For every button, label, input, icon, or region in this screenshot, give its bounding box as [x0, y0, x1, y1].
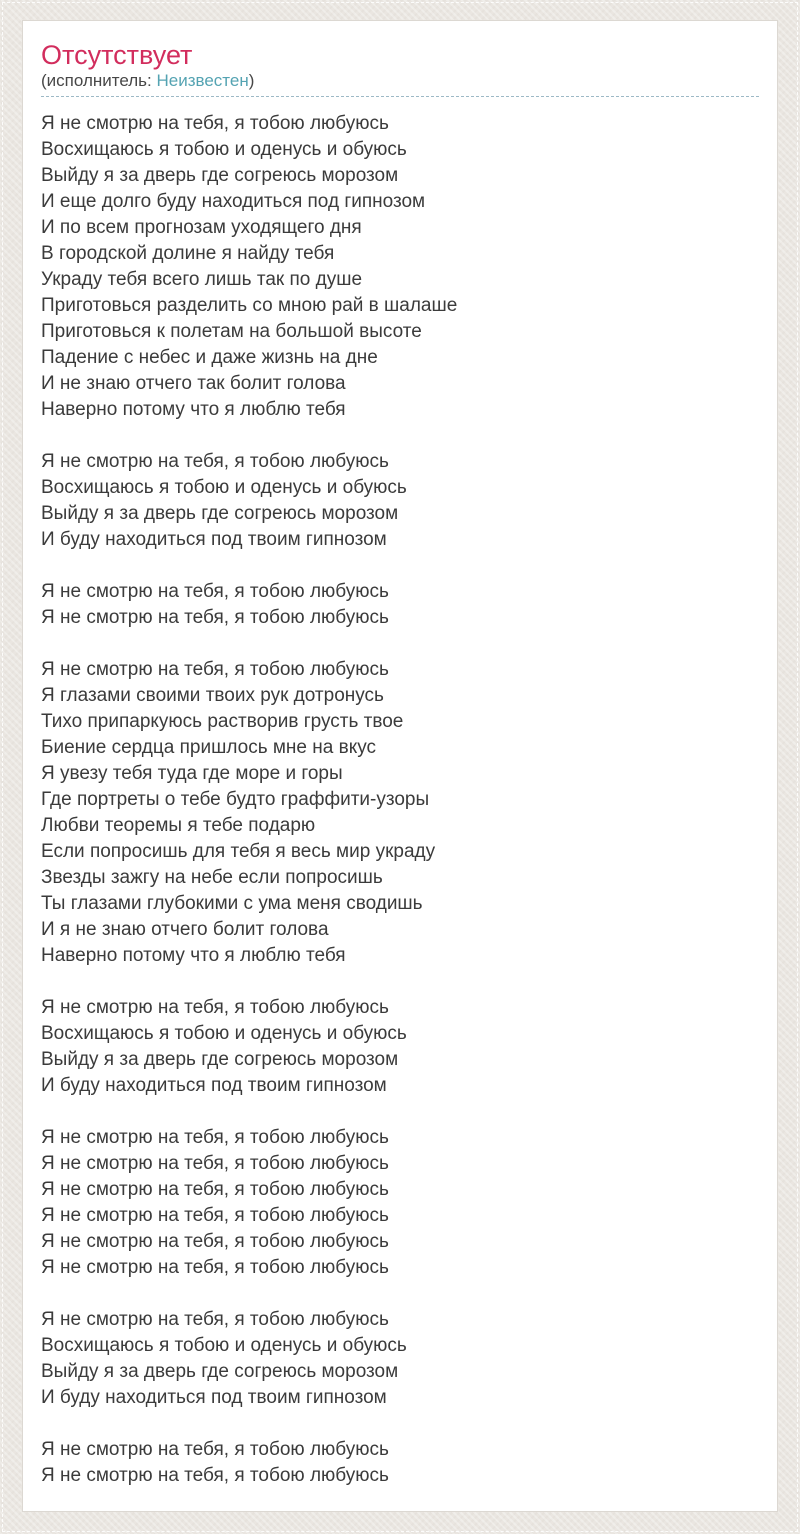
- lyrics-line: Приготовься к полетам на большой высоте: [41, 321, 422, 342]
- lyrics-line: Я не смотрю на тебя, я тобою любуюсь: [41, 1439, 389, 1460]
- lyrics-line: Я не смотрю на тебя, я тобою любуюсь: [41, 113, 389, 134]
- song-title: Отсутствует: [41, 40, 193, 70]
- lyrics-card: [22, 20, 778, 1512]
- lyrics-line: Я не смотрю на тебя, я тобою любуюсь: [41, 1309, 389, 1330]
- lyrics-line: Приготовься разделить со мною рай в шалаше: [41, 295, 458, 316]
- artist-label-prefix: (исполнитель:: [41, 71, 152, 90]
- lyrics-line: Восхищаюсь я тобою и оденусь и обуюсь: [41, 1023, 407, 1044]
- artist-link[interactable]: Неизвестен: [156, 71, 249, 90]
- lyrics-line: Я не смотрю на тебя, я тобою любуюсь: [41, 1127, 389, 1148]
- lyrics-line: И буду находиться под твоим гипнозом: [41, 1075, 387, 1096]
- lyrics-line: Я не смотрю на тебя, я тобою любуюсь: [41, 1153, 389, 1174]
- lyrics-line: Я не смотрю на тебя, я тобою любуюсь: [41, 451, 389, 472]
- lyrics-line: Падение с небес и даже жизнь на дне: [41, 347, 378, 368]
- lyrics-line: Выйду я за дверь где согреюсь морозом: [41, 1361, 399, 1382]
- lyrics-line: И буду находиться под твоим гипнозом: [41, 1387, 387, 1408]
- lyrics-line: Выйду я за дверь где согреюсь морозом: [41, 165, 399, 186]
- lyrics-stanza: [41, 1307, 759, 1411]
- lyrics-line: Я не смотрю на тебя, я тобою любуюсь: [41, 1205, 389, 1226]
- artist-label-suffix: ): [248, 71, 255, 90]
- lyrics-line: И не знаю отчего так болит голова: [41, 373, 346, 394]
- lyrics-line: Я не смотрю на тебя, я тобою любуюсь: [41, 581, 389, 602]
- lyrics-line: Восхищаюсь я тобою и оденусь и обуюсь: [41, 1335, 407, 1356]
- lyrics-line: Я не смотрю на тебя, я тобою любуюсь: [41, 1465, 389, 1486]
- lyrics-stanza: [41, 657, 759, 969]
- lyrics-line: Я не смотрю на тебя, я тобою любуюсь: [41, 1179, 389, 1200]
- lyrics-line: И я не знаю отчего болит голова: [41, 919, 329, 940]
- lyrics-line: Ты глазами глубокими с ума меня сводишь: [41, 893, 423, 914]
- lyrics-line: Я увезу тебя туда где море и горы: [41, 763, 343, 784]
- lyrics-line: Звезды зажгу на небе если попросишь: [41, 867, 383, 888]
- lyrics-line: Наверно потому что я люблю тебя: [41, 945, 346, 966]
- lyrics-line: Я не смотрю на тебя, я тобою любуюсь: [41, 1231, 389, 1252]
- lyrics-stanza: [41, 1437, 759, 1489]
- lyrics-line: Я не смотрю на тебя, я тобою любуюсь: [41, 997, 389, 1018]
- lyrics-stanza: [41, 1125, 759, 1281]
- lyrics-line: Я не смотрю на тебя, я тобою любуюсь: [41, 1257, 389, 1278]
- lyrics-line: Украду тебя всего лишь так по душе: [41, 269, 363, 290]
- lyrics-line: Восхищаюсь я тобою и оденусь и обуюсь: [41, 139, 407, 160]
- lyrics-stanza: [41, 579, 759, 631]
- lyrics-line: Если попросишь для тебя я весь мир украду: [41, 841, 436, 862]
- lyrics-line: Я не смотрю на тебя, я тобою любуюсь: [41, 659, 389, 680]
- lyrics-line: Любви теоремы я тебе подарю: [41, 815, 316, 836]
- lyrics-line: И буду находиться под твоим гипнозом: [41, 529, 387, 550]
- lyrics-line: Выйду я за дверь где согреюсь морозом: [41, 503, 399, 524]
- lyrics-line: Я глазами своими твоих рук дотронусь: [41, 685, 384, 706]
- lyrics-line: Где портреты о тебе будто граффити-узоры: [41, 789, 430, 810]
- lyrics-line: Биение сердца пришлось мне на вкус: [41, 737, 377, 758]
- lyrics-line: Я не смотрю на тебя, я тобою любуюсь: [41, 607, 389, 628]
- lyrics-stanza: [41, 111, 759, 423]
- lyrics-line: Восхищаюсь я тобою и оденусь и обуюсь: [41, 477, 407, 498]
- lyrics-line: Наверно потому что я люблю тебя: [41, 399, 346, 420]
- lyrics-line: Выйду я за дверь где согреюсь морозом: [41, 1049, 399, 1070]
- lyrics-text: [41, 111, 759, 1489]
- artist-row: [41, 71, 759, 97]
- lyrics-stanza: [41, 449, 759, 553]
- lyrics-line: Тихо припаркуюсь растворив грусть твое: [41, 711, 404, 732]
- lyrics-line: И еще долго буду находиться под гипнозом: [41, 191, 426, 212]
- lyrics-line: В городской долине я найду тебя: [41, 243, 335, 264]
- lyrics-stanza: [41, 995, 759, 1099]
- lyrics-line: И по всем прогнозам уходящего дня: [41, 217, 362, 238]
